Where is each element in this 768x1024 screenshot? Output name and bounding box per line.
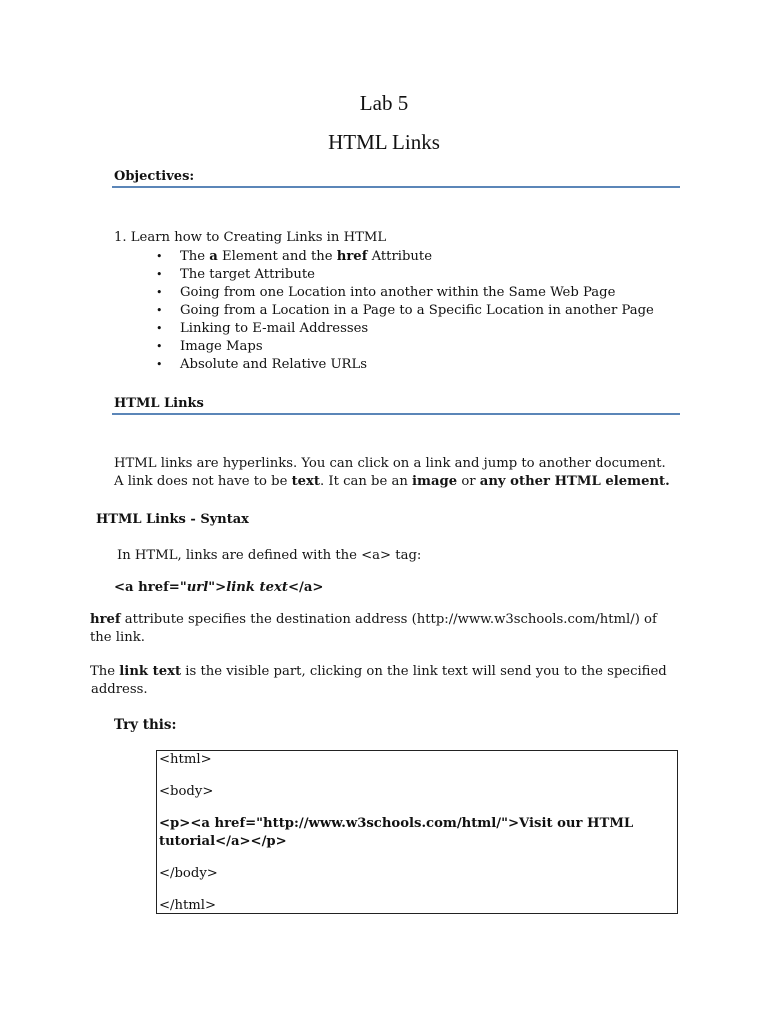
bullet-icon: • (156, 340, 163, 353)
try-this-heading: Try this: (114, 717, 177, 733)
code-line: <p><a href="http://www.w3schools.com/html/">Visit our HTML (159, 816, 634, 831)
code-line: </body> (159, 866, 218, 881)
objective-bullet-list (156, 248, 654, 374)
bullet-item: • Linking to E-mail Addresses (156, 321, 369, 336)
bullet-item: • Image Maps (156, 339, 263, 354)
bullet-icon: • (156, 268, 163, 281)
href-description: href attribute specifies the destination address (http://www.w3schools.com/html/) of the link. (90, 612, 657, 645)
syntax-intro: In HTML, links are defined with the <a> tag: (117, 548, 422, 563)
html-links-heading: HTML Links (114, 396, 204, 411)
bullet-icon: • (156, 286, 163, 299)
bullet-item: • Absolute and Relative URLs (156, 357, 368, 372)
syntax-example: <a href="url">link text</a> (114, 580, 324, 595)
bullet-icon: • (156, 250, 163, 263)
section-divider (112, 186, 680, 188)
code-line: tutorial</a></p> (159, 834, 287, 849)
link-text-description: The link text is the visible part, clicking on the link text will send you to the specified address. (90, 664, 667, 697)
objective-number: 1. (114, 230, 127, 245)
bullet-item: • Going from a Location in a Page to a Specific Location in another Page (156, 303, 654, 318)
objective-text: Learn how to Creating Links in HTML (130, 230, 387, 245)
code-line: <body> (159, 784, 214, 799)
bullet-item: • The a Element and the href Attribute (156, 249, 433, 264)
links-line-2: A link does not have to be text. It can be an image or any other HTML element. (114, 474, 670, 489)
bullet-item: • The target Attribute (156, 267, 315, 282)
bullet-item: • Going from one Location into another within the Same Web Page (156, 285, 616, 300)
lab-number: Lab 5 (359, 91, 409, 115)
syntax-heading: HTML Links - Syntax (96, 512, 249, 527)
section-divider (112, 413, 680, 415)
links-line-1: HTML links are hyperlinks. You can click on a link and jump to another document. (114, 456, 666, 471)
code-example-box (156, 750, 678, 914)
code-line: <html> (159, 752, 212, 767)
bullet-icon: • (156, 304, 163, 317)
page-title: HTML Links (328, 130, 440, 154)
code-line: </html> (159, 898, 217, 913)
bullet-icon: • (156, 322, 163, 335)
bullet-icon: • (156, 358, 163, 371)
links-paragraph (114, 455, 670, 491)
objective-item (114, 229, 386, 247)
objectives-heading: Objectives: (114, 169, 195, 184)
